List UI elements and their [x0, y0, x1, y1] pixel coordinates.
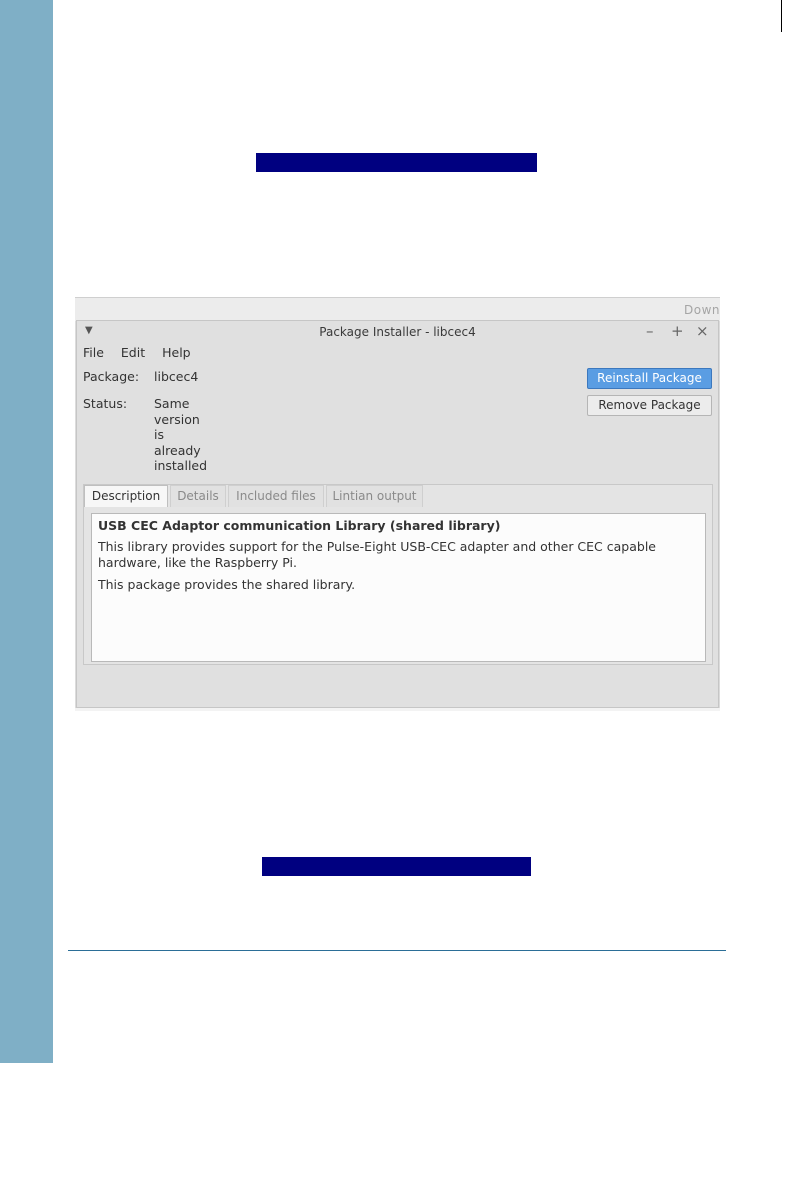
- tab-lintian-output[interactable]: Lintian output: [326, 485, 423, 507]
- close-button[interactable]: ×: [696, 322, 709, 340]
- background-window-strip: [75, 297, 720, 321]
- status-line: installed: [154, 458, 208, 474]
- maximize-button[interactable]: +: [671, 322, 684, 340]
- screenshot-bottom-edge: [75, 708, 720, 711]
- status-line: version: [154, 411, 200, 427]
- menu-help[interactable]: Help: [162, 345, 191, 360]
- tab-included-files[interactable]: Included files: [228, 485, 324, 507]
- screenshot-figure: [75, 297, 720, 711]
- menubar: [83, 345, 204, 360]
- footer-rule: [68, 950, 726, 951]
- menu-edit[interactable]: Edit: [120, 345, 146, 360]
- status-line: is: [154, 427, 164, 443]
- description-box: [91, 513, 706, 662]
- heading-bar-top: [256, 153, 537, 172]
- status-line: already: [154, 442, 201, 458]
- remove-package-button[interactable]: Remove Package: [587, 395, 712, 416]
- tab-details[interactable]: Details: [170, 485, 226, 507]
- heading-bar-bottom: [262, 857, 531, 876]
- status-label: Status:: [83, 396, 128, 411]
- side-strip: [0, 0, 53, 1063]
- package-value: libcec4: [154, 369, 199, 384]
- description-paragraph: This library provides support for the Pulse-Eight USB-CEC adapter and other CEC capable hardware, like the Raspberry Pi.: [98, 539, 656, 570]
- reinstall-package-button[interactable]: Reinstall Package: [587, 368, 712, 389]
- window-menu-icon[interactable]: ▼: [85, 325, 93, 336]
- background-window-title: Down: [683, 303, 720, 317]
- description-title: USB CEC Adaptor communication Library (shared library): [98, 518, 501, 533]
- status-line: Same: [154, 396, 190, 411]
- minimize-button[interactable]: –: [646, 322, 654, 340]
- package-installer-window: [76, 320, 719, 708]
- status-value: [154, 396, 207, 474]
- window-title: Package Installer - libcec4: [319, 325, 476, 339]
- tabs-panel: [83, 484, 713, 665]
- description-paragraph: This package provides the shared library.: [98, 577, 356, 592]
- top-right-rule: [781, 0, 782, 32]
- menu-file[interactable]: File: [83, 345, 104, 360]
- window-titlebar: [77, 321, 718, 343]
- tab-description[interactable]: Description: [84, 485, 168, 507]
- package-label: Package:: [83, 369, 140, 384]
